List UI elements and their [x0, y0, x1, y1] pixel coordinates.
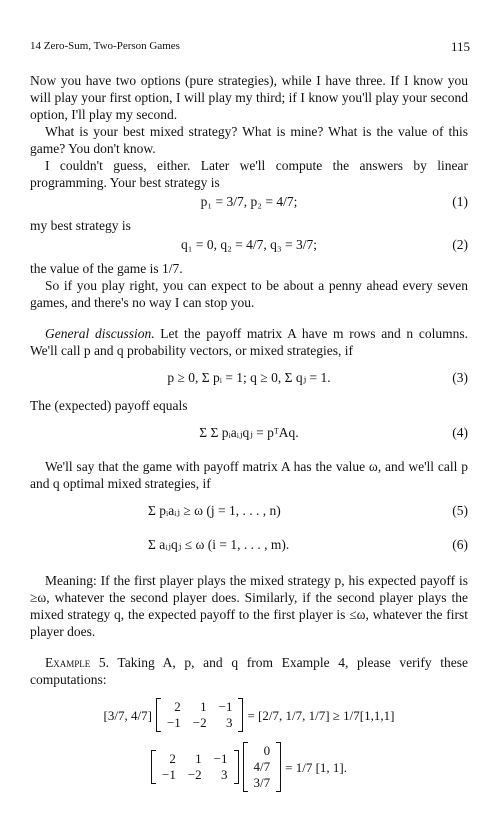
paragraph: Example 5. Taking A, p, and q from Example 4, please verify these computations:: [30, 655, 468, 687]
payoff-matrix: [151, 750, 239, 784]
matrix-cell: 3/7: [253, 775, 271, 790]
matrix-row: [248, 759, 277, 775]
equation-number: (6): [452, 537, 468, 552]
equation-1: p₁ = 3/7, p₂ = 4/7; (1): [200, 194, 468, 209]
payoff-matrix: [156, 698, 244, 732]
matrix-cell: −1: [218, 699, 233, 714]
result: = [2/7, 1/7, 1/7] ≥ 1/7[1,1,1]: [247, 707, 395, 723]
strategy-row-vector: [3/7, 4/7]: [103, 707, 152, 723]
paragraph: Now you have two options (pure strategies), while I have three. If I know you will play your first option, I will play my third; if I know you'll play your second option, I'll play my second.: [30, 73, 468, 122]
equation-number: (5): [452, 503, 468, 518]
matrix-row: [248, 775, 277, 791]
equation-number: (2): [452, 237, 468, 252]
example-label: Example 5.: [45, 655, 110, 670]
section-label: General discussion.: [45, 326, 155, 341]
matrix-cell: −1: [161, 767, 176, 782]
equation-5: Σ pᵢaᵢⱼ ≥ ω (j = 1, . . . , n) (5): [148, 503, 468, 518]
paragraph: General discussion. Let the payoff matrix A have m rows and n columns. We'll call p and q probability vectors, or mixed strategies, if: [30, 326, 468, 358]
verification-2: [30, 742, 468, 792]
equation-3: p ≥ 0, Σ pᵢ = 1; q ≥ 0, Σ qⱼ = 1. (3): [167, 370, 468, 385]
paragraph: Meaning: If the first player plays the mixed strategy p, his expected payoff is ≥ω, whatever the second player does. Similarly, if the second player plays the mixed strategy q, the expected payoff to the first player is ≤ω, whatever the first player does.: [30, 573, 468, 639]
matrix-row: [156, 751, 234, 767]
matrix-row: [161, 715, 239, 731]
equation-6: Σ aᵢⱼqⱼ ≤ ω (i = 1, . . . , m). (6): [148, 537, 468, 552]
page-number: 115: [450, 39, 470, 54]
paragraph: What is your best mixed strategy? What is mine? What is the value of this game? You don't know.: [30, 124, 468, 156]
matrix-row: [156, 767, 234, 783]
matrix-row: [248, 743, 277, 759]
matrix-cell: 3: [221, 767, 228, 782]
paragraph: The (expected) payoff equals: [30, 398, 188, 413]
equation-number: (4): [452, 425, 468, 440]
paragraph: I couldn't guess, either. Later we'll compute the answers by linear programming. Your best strategy is: [30, 158, 468, 190]
matrix-cell: 2: [169, 751, 176, 766]
running-head: 14 Zero-Sum, Two-Person Games: [30, 40, 180, 52]
matrix-cell: −1: [213, 751, 228, 766]
matrix-row: [161, 699, 239, 715]
strategy-column-vector: [243, 742, 282, 792]
verification-1: [30, 698, 468, 732]
paragraph: my best strategy is: [30, 218, 131, 233]
matrix-cell: 0: [263, 743, 271, 758]
matrix-cell: −2: [187, 767, 202, 782]
equation-number: (3): [452, 370, 468, 385]
equation-4: Σ Σ pᵢaᵢⱼqⱼ = pᵀAq. (4): [199, 425, 468, 440]
matrix-cell: −1: [166, 715, 181, 730]
result: = 1/7 [1, 1].: [285, 759, 347, 775]
page-header: [30, 40, 470, 56]
matrix-cell: 4/7: [253, 759, 271, 774]
matrix-cell: 2: [174, 699, 181, 714]
matrix-cell: −2: [192, 715, 207, 730]
matrix-cell: 1: [200, 699, 207, 714]
matrix-cell: 1: [195, 751, 202, 766]
paragraph: So if you play right, you can expect to be about a penny ahead every seven games, and there's no way I can stop you.: [30, 278, 468, 310]
equation-number: (1): [452, 194, 468, 209]
equation-2: q₁ = 0, q₂ = 4/7, q₃ = 3/7; (2): [181, 237, 468, 252]
paragraph: We'll say that the game with payoff matrix A has the value ω, and we'll call p and q optimal mixed strategies, if: [30, 459, 468, 491]
matrix-cell: 3: [225, 715, 233, 730]
paragraph: the value of the game is 1/7.: [30, 261, 183, 276]
page-body: [30, 72, 468, 792]
